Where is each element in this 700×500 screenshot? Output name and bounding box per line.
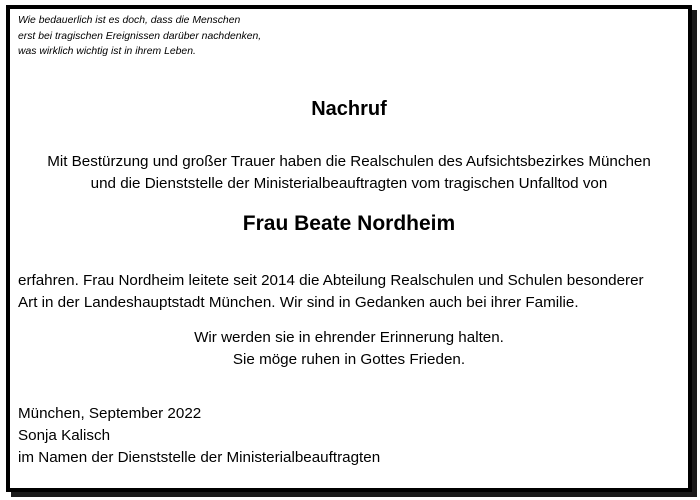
signature-name: Sonja Kalisch	[18, 427, 111, 444]
quote-line: Wie bedauerlich ist es doch, dass die Menschen	[18, 15, 241, 26]
remembrance-line: Sie möge ruhen in Gottes Frieden.	[232, 351, 466, 368]
signature-on-behalf: im Namen der Dienststelle der Ministerialbeauftragten	[18, 449, 381, 466]
body-paragraph	[18, 270, 644, 314]
remembrance-line: Wir werden sie in ehrender Erinnerung halten.	[194, 329, 504, 346]
quote-line: erst bei tragischen Ereignissen darüber nachdenken,	[18, 30, 262, 42]
opening-quote	[18, 13, 261, 60]
quote-line: was wirklich wichtig ist in ihrem Leben.	[18, 46, 196, 57]
body-line: erfahren. Frau Nordheim leitete seit 2014 die Abteilung Realschulen und Schulen besonderer	[18, 272, 644, 289]
obituary-notice	[6, 5, 692, 492]
body-line: Art in der Landeshauptstadt München. Wir sind in Gedanken auch bei ihrer Familie.	[18, 294, 579, 311]
notice-title: Nachruf	[311, 98, 387, 120]
signature-place-date: München, September 2022	[18, 405, 202, 422]
signature-block	[18, 403, 380, 469]
deceased-name: Frau Beate Nordheim	[242, 212, 456, 235]
intro-line: Mit Bestürzung und großer Trauer haben die Realschulen des Aufsichtsbezirkes München	[47, 153, 651, 170]
intro-paragraph	[10, 151, 688, 195]
remembrance-paragraph	[10, 327, 688, 371]
intro-line: und die Dienststelle der Ministerialbeauftragten vom tragischen Unfalltod von	[90, 175, 608, 192]
